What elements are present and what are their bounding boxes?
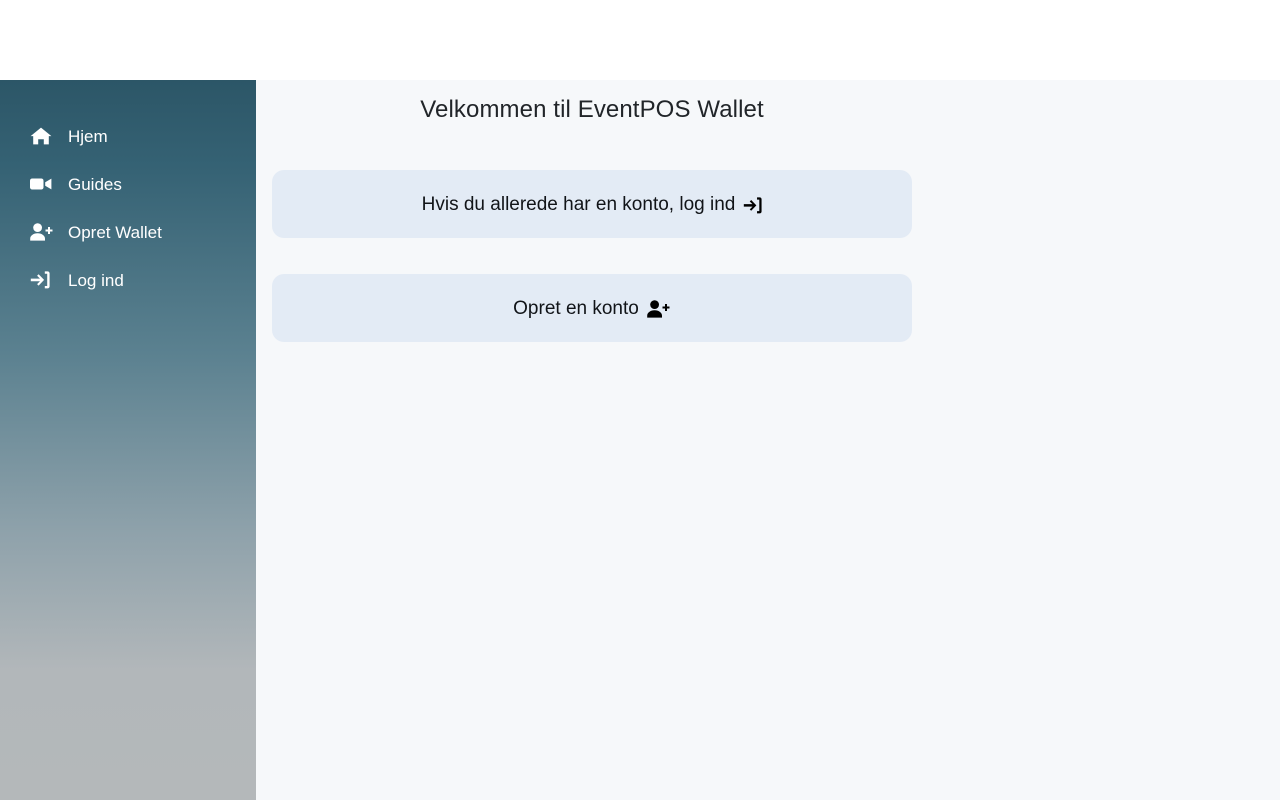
user-plus-icon [647,300,671,318]
top-bar [0,0,1280,80]
sign-in-icon [743,197,762,214]
sidebar-item-log-ind[interactable] [0,256,256,304]
user-plus-icon [30,222,56,242]
sidebar-item-label: Hjem [68,126,108,146]
create-account-card-text [513,299,671,318]
login-card[interactable] [272,170,912,238]
sidebar-item-label: Opret Wallet [68,222,162,242]
login-card-text [422,195,763,214]
main-content [256,80,1280,800]
sidebar-nav [0,80,256,800]
create-account-card-label: Opret en konto [513,297,639,319]
sign-in-icon [30,270,56,290]
home-icon [30,126,56,146]
sidebar-item-hjem[interactable] [0,112,256,160]
sidebar-item-guides[interactable] [0,160,256,208]
sidebar-item-label: Log ind [68,270,124,290]
video-camera-icon [30,174,56,194]
login-card-label: Hvis du allerede har en konto, log ind [421,193,736,215]
create-account-card[interactable] [272,274,912,342]
sidebar-item-label: Guides [68,174,122,194]
page-title: Velkommen til EventPOS Wallet [420,96,764,123]
sidebar-item-opret-wallet[interactable] [0,208,256,256]
